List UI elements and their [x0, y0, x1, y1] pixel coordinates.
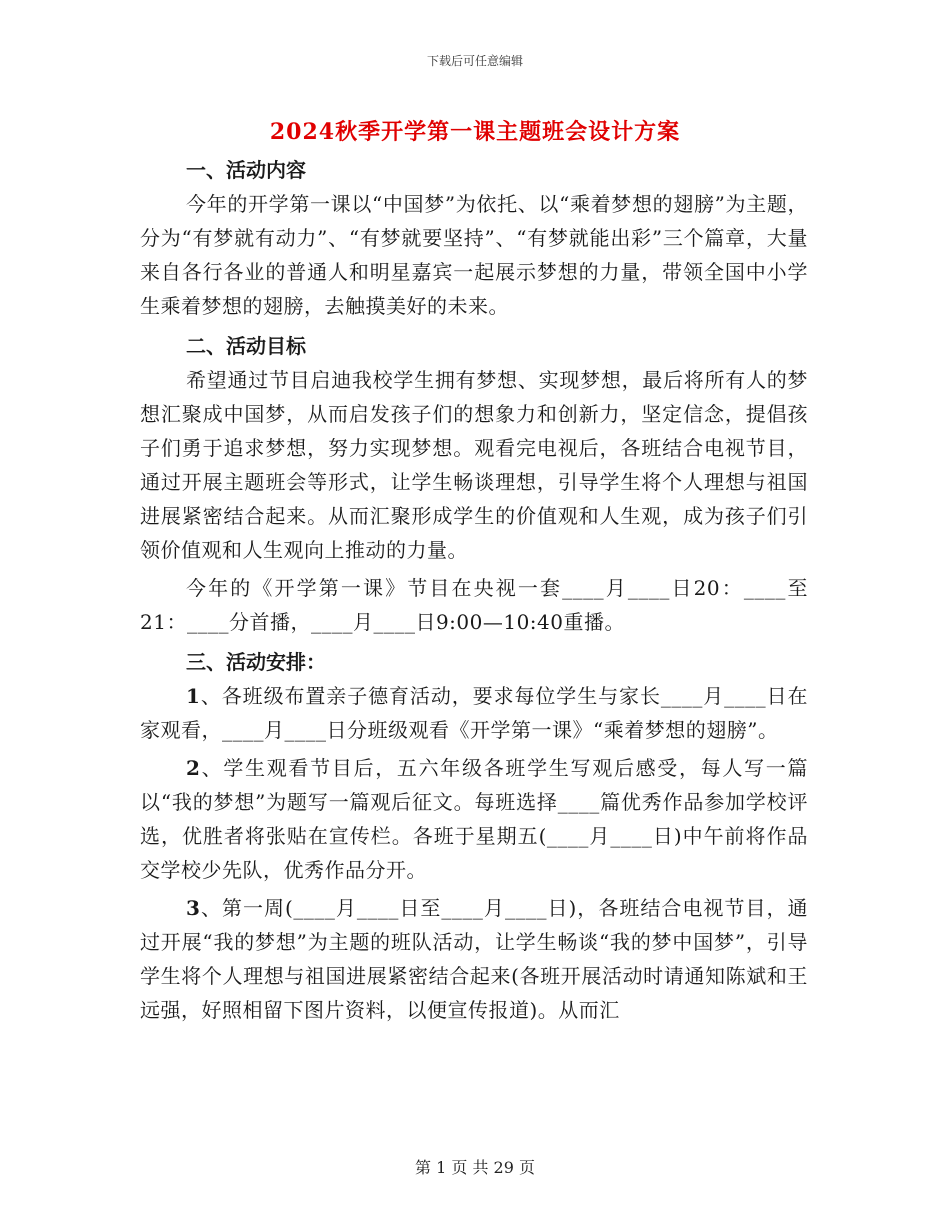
section-2-paragraph-1: 希望通过节目启迪我校学生拥有梦想、实现梦想，最后将所有人的梦想汇聚成中国梦，从而启发孩子们的想象力和创新力，坚定信念，提倡孩子们勇于追求梦想，努力实现梦想。观看完电视后，各班结合电视节目，通过开展主题班会等形式，让学生畅谈理想，引导学生将个人理想与祖国进展紧密结合起来。从而汇聚形成学生的价值观和人生观，成为孩子们引领价值观和人生观向上推动的力量。: [140, 368, 808, 562]
item-number: 3: [186, 896, 201, 920]
item-number: 1: [186, 684, 201, 708]
section-3-item-2: [140, 751, 808, 887]
document-body: [140, 153, 808, 1027]
document-title: 2024秋季开学第一课主题班会设计方案: [269, 119, 681, 145]
section-heading-1: 一、活动内容: [186, 158, 306, 182]
section-3-item-1: [140, 679, 808, 747]
page-footer: 第 1 页 共 29 页: [415, 1158, 535, 1177]
section-1-paragraph-1: 今年的开学第一课以“中国梦”为依托、以“乘着梦想的翅膀”为主题，分为“有梦就有动力”、“有梦就要坚持”、“有梦就能出彩”三个篇章，大量来自各行各业的普通人和明星嘉宾一起展示梦想的力量，带领全国中小学生乘着梦想的翅膀，去触摸美好的未来。: [140, 192, 808, 318]
item-text: 、学生观看节目后，五六年级各班学生写观后感受，每人写一篇以“我的梦想”为题写一篇观后征文。每班选择____篇优秀作品参加学校评选，优胜者将张贴在宣传栏。各班于星期五(____月____日)中午前将作品交学校少先队，优秀作品分开。: [140, 756, 808, 882]
section-heading-2: 二、活动目标: [186, 334, 306, 358]
item-text: 、各班级布置亲子德育活动，要求每位学生与家长____月____日在家观看，____月____日分班级观看《开学第一课》“乘着梦想的翅膀”。: [140, 684, 808, 742]
section-3-item-3: [140, 891, 808, 1027]
item-number: 2: [186, 756, 201, 780]
header-note: 下载后可任意编辑: [426, 54, 523, 68]
item-text: 、第一周(____月____日至____月____日)，各班结合电视节目，通过开展“我的梦想”为主题的班队活动，让学生畅谈“我的梦中国梦”，引导学生将个人理想与祖国进展紧密结合起来(各班开展活动时请通知陈斌和王远强，好照相留下图片资料，以便宣传报道)。从而汇: [140, 896, 808, 1022]
section-2-paragraph-2: 今年的《开学第一课》节目在央视一套____月____日20：____至21：____分首播，____月____日9:00—10:40重播。: [140, 576, 808, 634]
section-heading-3: 三、活动安排：: [186, 650, 326, 674]
